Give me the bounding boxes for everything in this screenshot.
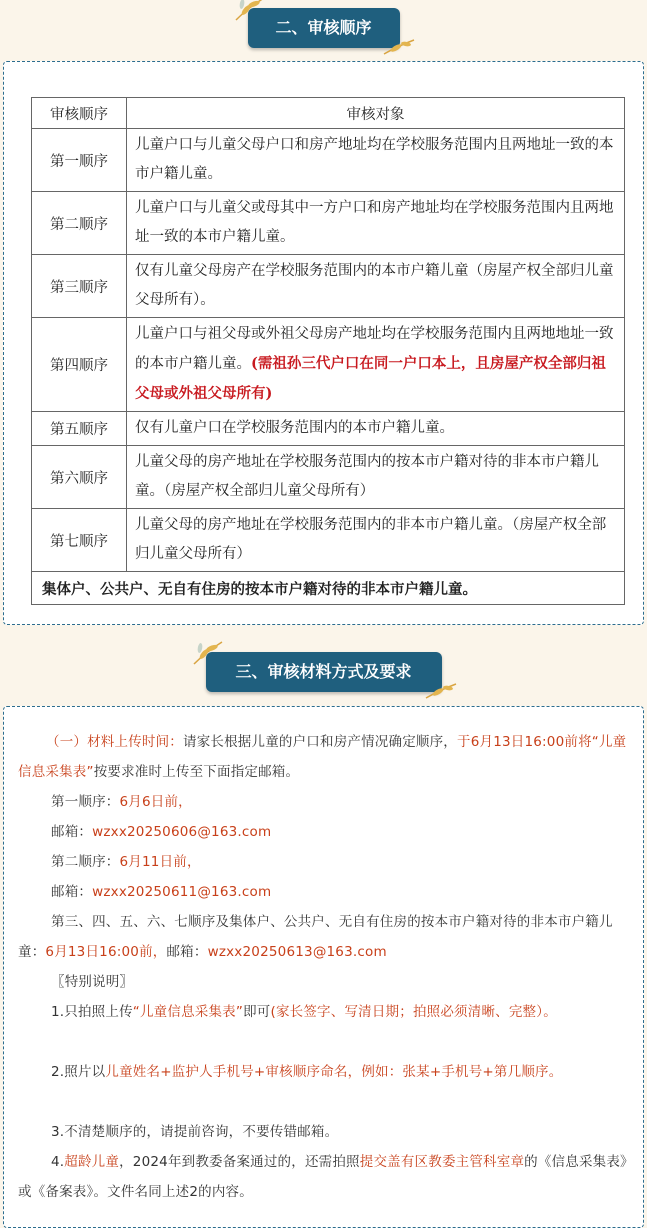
note-text: 2.照片以 [51, 1064, 106, 1080]
mail-label: 邮箱： [51, 884, 93, 900]
table-footer-row [32, 572, 625, 605]
order-date: 6月6日前， [119, 794, 192, 810]
target-cell: 仅有儿童父母房产在学校服务范围内的本市户籍儿童（房屋产权全部归儿童父母所有）。 [127, 255, 625, 318]
order-cell: 第七顺序 [32, 509, 127, 572]
order-cell: 第二顺序 [32, 192, 127, 255]
leaf-decoration-icon [382, 36, 416, 58]
target-cell: 儿童户口与儿童父母户口和房产地址均在学校服务范围内且两地址一致的本市户籍儿童。 [127, 129, 625, 192]
order-cell: 第四顺序 [32, 318, 127, 412]
target-note: (需祖孙三代户口在同一户口本上，且房屋产权全部归祖父母或外祖父母所有) [135, 355, 606, 402]
section-title: 二、审核顺序 [275, 18, 372, 37]
order-2-line [18, 847, 629, 877]
upload-time-paragraph [18, 727, 629, 787]
note-3 [18, 1117, 629, 1147]
email-address[interactable]: wzxx20250613@163.com [207, 944, 387, 960]
note-text: 的《信息采集表》或《备案表》。文件名同上述2的内容。 [18, 1154, 628, 1200]
notes-heading: 〖特别说明〗 [51, 974, 134, 990]
target-cell: 儿童父母的房产地址在学校服务范围内的按本市户籍对待的非本市户籍儿童。（房屋产权全部归儿童父母所有） [127, 446, 625, 509]
note-highlight: 提交盖有区教委主管科室章 [359, 1154, 525, 1170]
note-text: 即可 [243, 1004, 271, 1020]
mail-label: 邮箱： [51, 824, 93, 840]
note-1 [18, 997, 629, 1027]
table-row [32, 318, 625, 412]
target-text: 儿童户口与祖父母或外祖父母房产地址均在学校服务范围内且两地地址一致的本市户籍儿童。 [135, 326, 614, 372]
upload-instruction-end: 按要求准时上传至下面指定邮箱。 [93, 764, 300, 780]
table-row [32, 192, 625, 255]
upload-deadline: 于6月13日16:00前将“儿童信息采集表” [18, 734, 627, 780]
section-title-badge [248, 8, 400, 48]
target-cell: 仅有儿童户口在学校服务范围内的本市户籍儿童。 [127, 412, 625, 446]
upload-instruction: 请家长根据儿童的户口和房产情况确定顺序， [183, 734, 457, 750]
order-2-mail-line [18, 877, 629, 907]
order-date: 6月13日16:00前， [45, 944, 167, 960]
section-title: 三、审核材料方式及要求 [235, 662, 412, 681]
table-header: 审核顺序 [32, 98, 127, 129]
order-cell: 第一顺序 [32, 129, 127, 192]
target-cell [127, 318, 625, 412]
email-address[interactable]: wzxx20250611@163.com [92, 884, 272, 900]
mail-label: 邮箱： [166, 944, 208, 960]
target-cell: 儿童户口与儿童父或母其中一方户口和房产地址均在学校服务范围内且两地址一致的本市户籍儿童。 [127, 192, 625, 255]
note-4 [18, 1147, 629, 1207]
note-text: 3.不清楚顺序的，请提前咨询，不要传错邮箱。 [51, 1124, 339, 1140]
table-header-row [32, 98, 625, 129]
materials-panel [3, 706, 644, 1228]
note-highlight: (家长签字、写清日期；拍照必须清晰、完整）。 [270, 1004, 557, 1020]
order-cell: 第五顺序 [32, 412, 127, 446]
note-highlight: “儿童信息采集表” [132, 1004, 244, 1020]
table-row [32, 129, 625, 192]
order-cell: 第三顺序 [32, 255, 127, 318]
order-date: 6月11日前， [119, 854, 201, 870]
note-text: 4. [51, 1154, 65, 1170]
target-cell: 儿童父母的房产地址在学校服务范围内的非本市户籍儿童。（房屋产权全部归儿童父母所有） [127, 509, 625, 572]
leaf-decoration-icon [234, 0, 268, 22]
note-text: ，2024年到教委备案通过的，还需拍照 [119, 1154, 360, 1170]
review-order-table [31, 97, 625, 605]
note-2 [18, 1057, 629, 1087]
special-notes-heading [18, 967, 629, 997]
section-title-badge [206, 652, 442, 692]
table-footer: 集体户、公共户、无自有住房的按本市户籍对待的非本市户籍儿童。 [32, 572, 625, 605]
note-highlight: 儿童姓名+监护人手机号+审核顺序命名，例如：张某+手机号+第几顺序。 [105, 1064, 563, 1080]
table-header: 审核对象 [127, 98, 625, 129]
note-highlight: 超龄儿童 [64, 1154, 120, 1170]
order-label: 第二顺序： [51, 854, 120, 870]
order-1-mail-line [18, 817, 629, 847]
table-row [32, 255, 625, 318]
upload-time-label: （一）材料上传时间： [46, 734, 183, 750]
table-row [32, 446, 625, 509]
order-label: 第三、四、五、六、七顺序及集体户、公共户、无自有住房的按本市户籍对待的非本市户籍儿童： [18, 914, 613, 960]
leaf-decoration-icon [192, 640, 226, 666]
leaf-decoration-icon [424, 680, 458, 702]
table-row [32, 412, 625, 446]
note-text: 1.只拍照上传 [51, 1004, 133, 1020]
order-cell: 第六顺序 [32, 446, 127, 509]
order-label: 第一顺序： [51, 794, 120, 810]
email-address[interactable]: wzxx20250606@163.com [92, 824, 272, 840]
order-1-line [18, 787, 629, 817]
order-3-paragraph [18, 907, 629, 967]
table-row [32, 509, 625, 572]
review-order-panel [3, 61, 644, 625]
